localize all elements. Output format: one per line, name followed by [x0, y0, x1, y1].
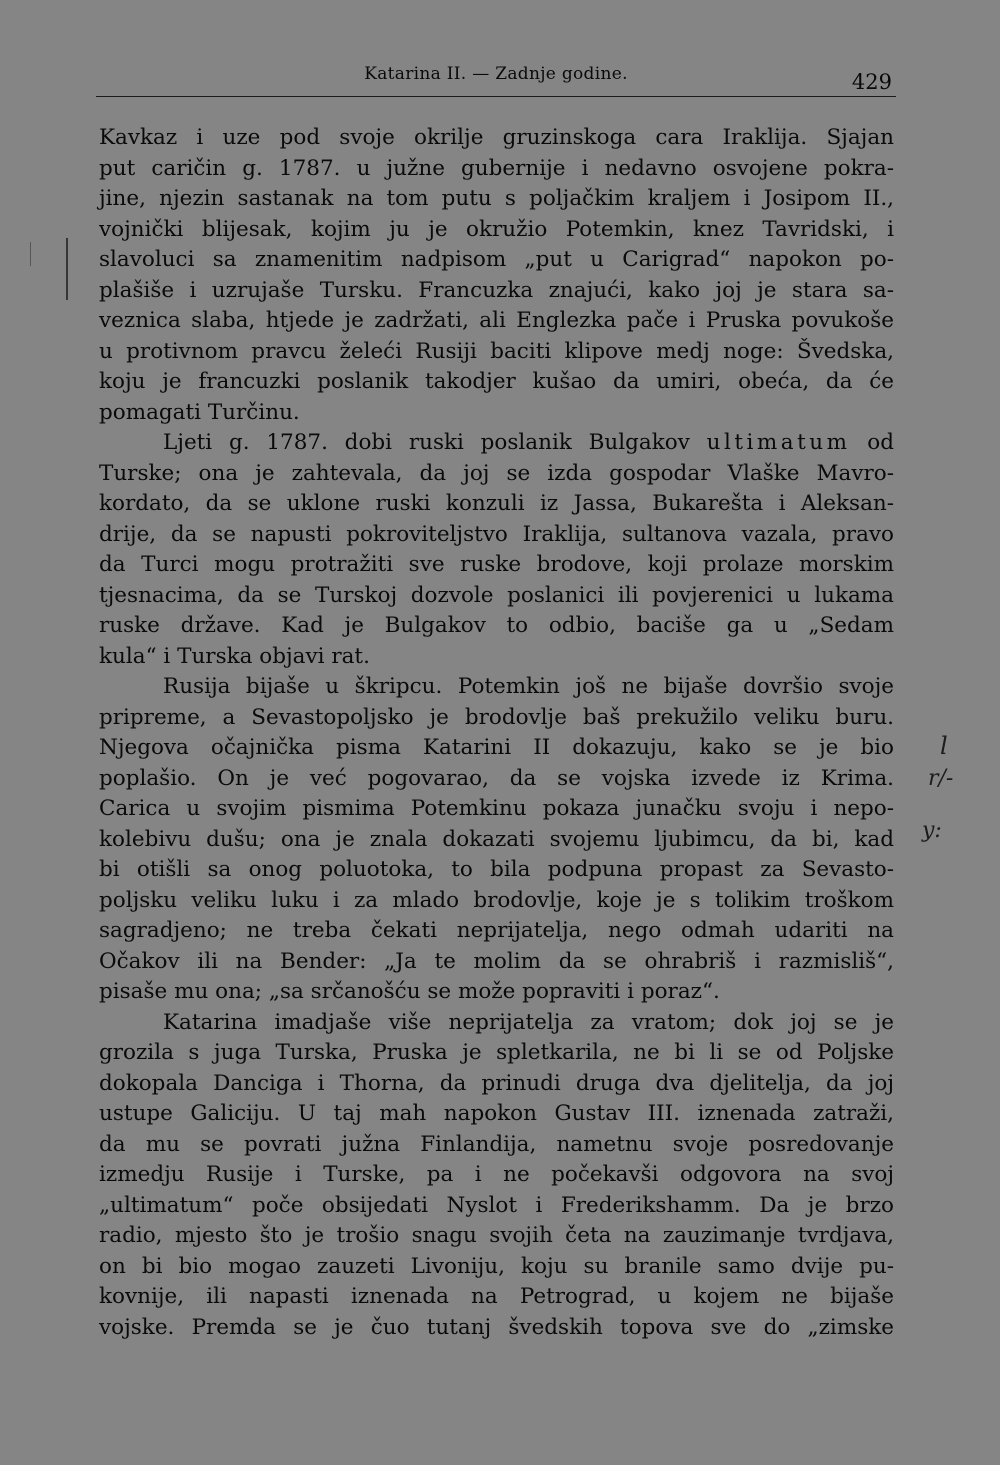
margin-note: y: [922, 818, 942, 843]
left-margin-pencil-mark [66, 238, 68, 300]
text-line: Njegova očajnička pisma Katarini II dokazuju, kako se je bio [99, 735, 894, 760]
text-line: bi otišli sa onog poluotoka, to bila podpuna propast za Sevasto- [99, 857, 894, 882]
text-line: sagradjeno; ne treba čekati neprijatelja, nego odmah udariti na [99, 918, 894, 943]
text-line: vojnički blijesak, kojim ju je okružio Potemkin, knez Tavridski, i [99, 216, 894, 242]
text-line: slavoluci sa znamenitim nadpisom „put u Carigrad“ napokon po- [99, 247, 894, 272]
text-line: koju je francuzki poslanik takodjer kušao da umiri, obeća, da će [99, 369, 894, 394]
text-line: pripreme, a Sevastopoljsko je brodovlje baš prekužilo veliku buru. [99, 704, 894, 730]
text-line: izmedju Rusije i Turske, pa i ne počekavši odgovora na svoj [99, 1162, 894, 1187]
text-line: Carica u svojim pismima Potemkinu pokaza junačku svoju i nepo- [99, 796, 894, 821]
text-line: da Turci mogu protražiti sve ruske brodove, koji prolaze morskim [99, 552, 894, 577]
text-line: Rusija bijaše u škripcu. Potemkin još ne bijaše dovršio svoje [163, 674, 894, 699]
body-text [99, 123, 894, 1343]
text-line: vojske. Premda se je čuo tutanj švedskih topova sve do „zimske [99, 1314, 894, 1340]
text-line: pomagati Turčinu. [99, 399, 300, 425]
text-line: grozila s juga Turska, Pruska je spletkarila, ne bi li se od Poljske [99, 1040, 894, 1065]
margin-note: r/- [928, 766, 954, 791]
text-line: kolebivu dušu; ona je znala dokazati svojemu ljubimcu, da bi, kad [99, 826, 894, 852]
running-title: Katarina II. — Zadnje godine. [364, 64, 628, 84]
text-line: Turske; ona je zahtevala, da joj se izda gospodar Vlaške Mavro- [99, 460, 894, 486]
text-line: Očakov ili na Bender: „Ja te molim da se ohrabriš i razmisliš“, [99, 948, 894, 974]
text-line: kula“ i Turska objavi rat. [99, 643, 370, 669]
text-line: Katarina imadjaše više neprijatelja za vratom; dok joj se je [163, 1009, 894, 1035]
text-line: pisaše mu ona; „sa srčanošću se može popraviti i poraz“. [99, 979, 720, 1004]
running-header [96, 62, 896, 97]
text-line-with-spaced-word [99, 428, 894, 459]
text-line: veznica slaba, htjede je zadržati, ali Englezka pače i Pruska povukoše [99, 308, 894, 333]
text-line: tjesnacima, da se Turskoj dozvole poslanici ili povjerenici u lukama [99, 582, 894, 608]
text-line: „ultimatum“ poče obsijedati Nyslot i Frederikshamm. Da je brzo [99, 1192, 894, 1218]
spaced-word-ultimatum: ultimatum [706, 430, 851, 455]
text-line: ruske države. Kad je Bulgakov to odbio, baciše ga u „Sedam [99, 613, 894, 638]
margin-note: l [940, 732, 948, 760]
text-line-start: Ljeti g. 1787. dobi ruski poslanik Bulgakov [163, 430, 690, 455]
text-line: dokopala Danciga i Thorna, da prinudi druga dva djelitelja, da joj [99, 1070, 894, 1096]
text-line-end: od [867, 430, 895, 455]
text-line: da mu se povrati južna Finlandija, nametnu svoje posredovanje [99, 1131, 894, 1157]
text-line: Kavkaz i uze pod svoje okrilje gruzinskoga cara Iraklija. Sjajan [99, 125, 894, 150]
text-line: kovnije, ili napasti iznenada na Petrograd, u kojem ne bijaše [99, 1284, 894, 1309]
text-line: u protivnom pravcu želeći Rusiji baciti klipove medj noge: Švedska, [99, 338, 894, 364]
text-line: poljsku veliku luku i za mlado brodovlje, koje je s tolikim troškom [99, 887, 894, 913]
text-line: on bi bio mogao zauzeti Livoniju, koju su branile samo dvije pu- [99, 1253, 894, 1279]
text-line: ustupe Galiciju. U taj mah napokon Gustav III. iznenada zatraži, [99, 1101, 894, 1126]
text-line: plašiše i uzrujaše Tursku. Francuzka znajući, kako joj je stara sa- [99, 277, 894, 303]
page-number: 429 [851, 70, 892, 94]
text-line: radio, mjesto što je trošio snagu svojih četa na zauzimanje tvrdjava, [99, 1223, 894, 1248]
text-line: jine, njezin sastanak na tom putu s poljačkim kraljem i Josipom II., [99, 186, 894, 211]
text-line: poplašio. On je već pogovarao, da se vojska izvede iz Krima. [99, 765, 894, 791]
left-margin-pencil-tick [30, 242, 31, 266]
text-line: put caričin g. 1787. u južne gubernije i nedavno osvojene pokra- [99, 155, 894, 181]
text-line: kordato, da se uklone ruski konzuli iz Jassa, Bukarešta i Aleksan- [99, 491, 894, 516]
text-line: drije, da se napusti pokroviteljstvo Iraklija, sultanova vazala, pravo [99, 521, 894, 547]
